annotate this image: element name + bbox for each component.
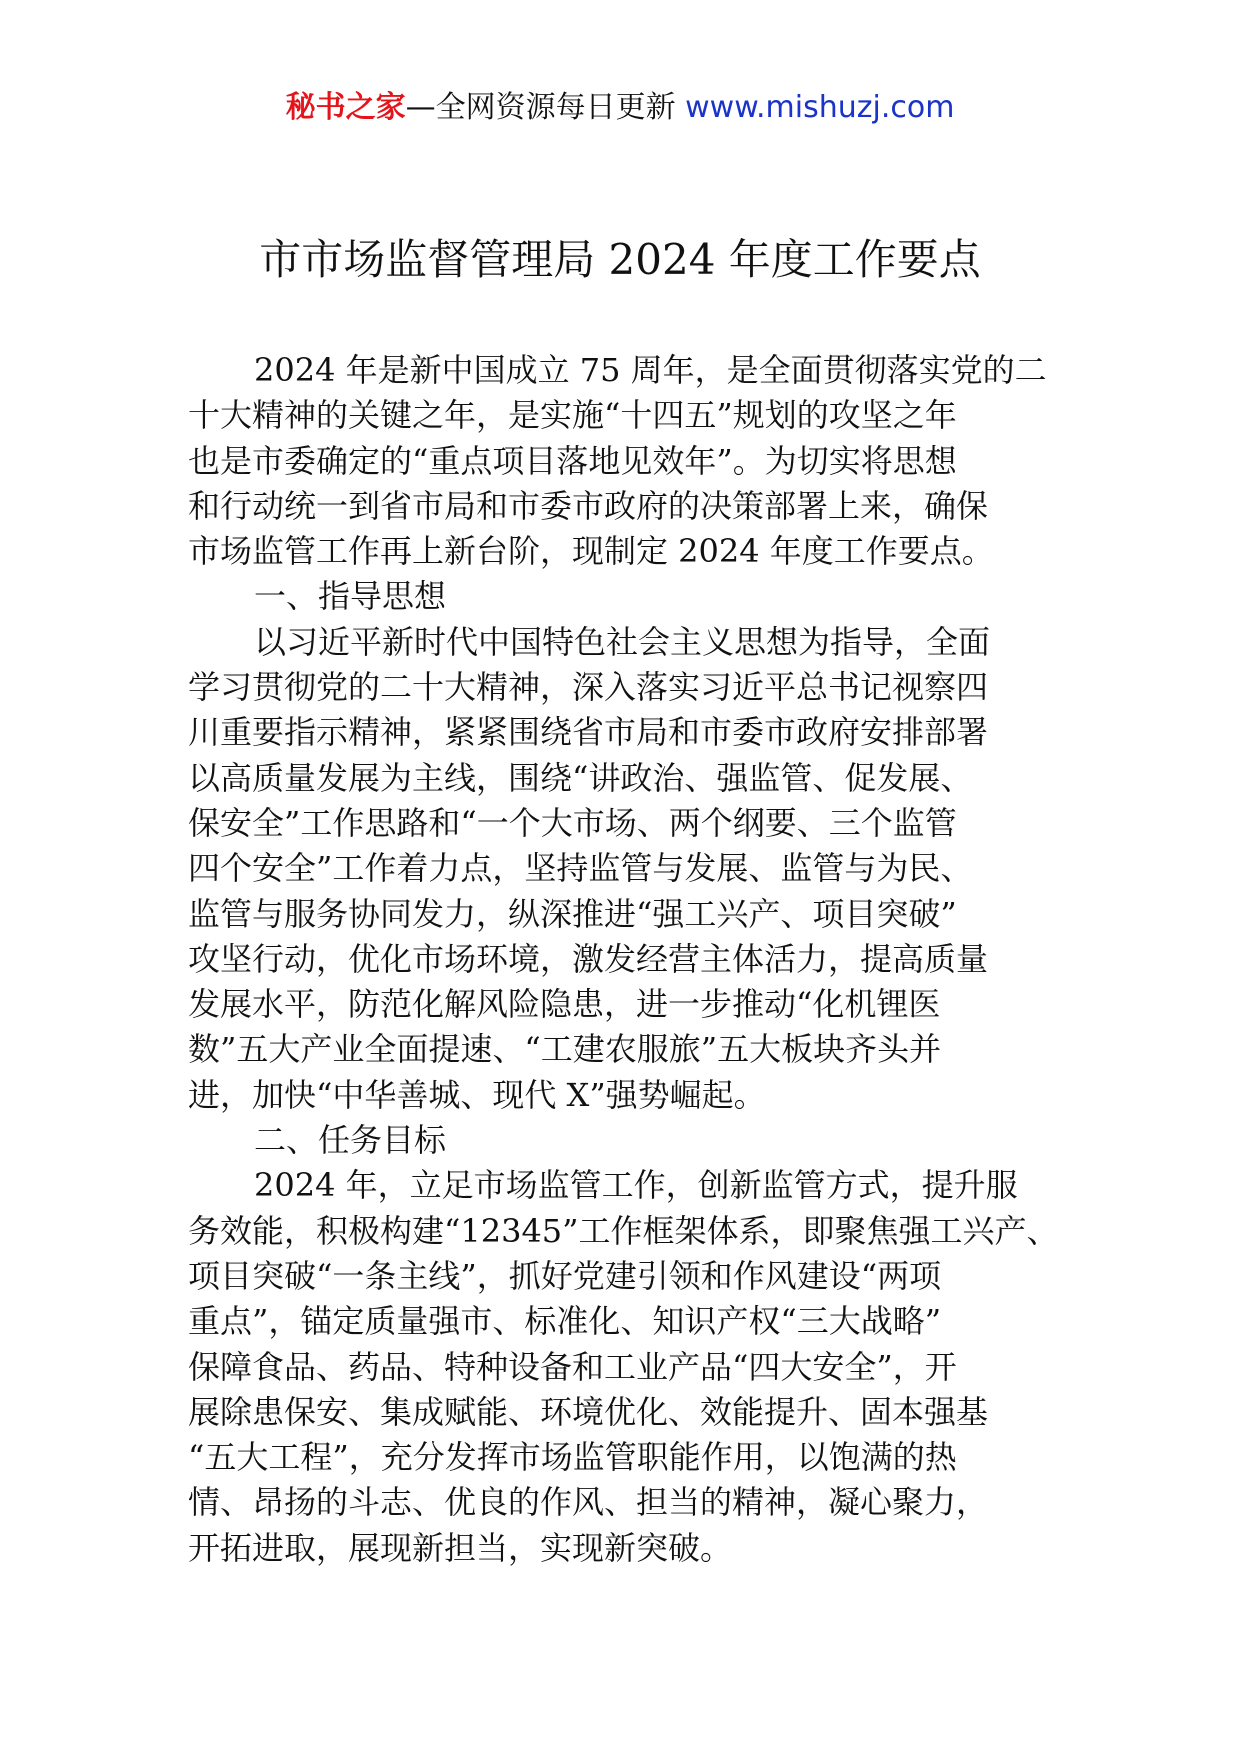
body-line: 保障食品、药品、特种设备和工业产品“四大安全”，开 xyxy=(188,1347,957,1386)
body-line: 学习贯彻党的二十大精神，深入落实习近平总书记视察四 xyxy=(188,668,989,707)
body-line: 重点”，锚定质量强市、标准化、知识产权“三大战略” xyxy=(188,1302,942,1341)
body-line: 市场监管工作再上新台阶，现制定 2024 年度工作要点。 xyxy=(188,532,994,571)
body-line: 十大精神的关键之年，是实施“十四五”规划的攻坚之年 xyxy=(188,396,957,435)
document-title: 市市场监督管理局 2024 年度工作要点 xyxy=(259,235,981,284)
body-line: 展除患保安、集成赋能、环境优化、效能提升、固本强基 xyxy=(188,1392,989,1431)
body-line: 情、昂扬的斗志、优良的作风、担当的精神，凝心聚力， xyxy=(188,1483,989,1522)
banner-site-link[interactable]: www.mishuzj.com xyxy=(685,90,955,125)
body-line: “五大工程”，充分发挥市场监管职能作用，以饱满的热 xyxy=(188,1438,957,1477)
body-line: 以习近平新时代中国特色社会主义思想为指导，全面 xyxy=(254,622,991,661)
section-heading: 二、任务目标 xyxy=(254,1121,447,1160)
banner-brand: 秘书之家 xyxy=(285,90,406,125)
body-line: 数”五大产业全面提速、“工建农服旅”五大板块齐头并 xyxy=(188,1030,942,1069)
body-line: 进，加快“中华善城、现代 X”强势崛起。 xyxy=(188,1075,766,1114)
body-line: 川重要指示精神，紧紧围绕省市局和市委市政府安排部署 xyxy=(188,713,989,752)
body-line: 也是市委确定的“重点项目落地见效年”。为切实将思想 xyxy=(188,441,957,480)
site-banner xyxy=(0,88,1240,128)
body-line: 开拓进取，展现新担当，实现新突破。 xyxy=(188,1528,733,1567)
body-line: 四个安全”工作着力点，坚持监管与发展、监管与为民、 xyxy=(188,849,973,888)
body-line: 务效能，积极构建“12345”工作框架体系，即聚焦强工兴产、 xyxy=(188,1211,1059,1250)
document-body xyxy=(188,348,1060,1571)
body-line: 2024 年是新中国成立 75 周年，是全面贯彻落实党的二 xyxy=(254,351,1047,389)
body-line: 和行动统一到省市局和市委市政府的决策部署上来，确保 xyxy=(188,486,989,525)
body-line: 发展水平，防范化解风险隐患，进一步推动“化机锂医 xyxy=(188,985,941,1024)
body-line: 以高质量发展为主线，围绕“讲政治、强监管、促发展、 xyxy=(188,758,973,797)
body-line: 保安全”工作思路和“一个大市场、两个纲要、三个监管 xyxy=(188,803,957,842)
section-heading: 一、指导思想 xyxy=(254,577,447,616)
body-line: 监管与服务协同发力，纵深推进“强工兴产、项目突破” xyxy=(188,894,957,933)
banner-slogan: —全网资源每日更新 xyxy=(405,90,686,125)
body-line: 2024 年，立足市场监管工作，创新监管方式，提升服 xyxy=(254,1166,1018,1205)
body-line: 攻坚行动，优化市场环境，激发经营主体活力，提高质量 xyxy=(188,939,989,978)
body-line: 项目突破“一条主线”，抓好党建引领和作风建设“两项 xyxy=(188,1256,942,1295)
